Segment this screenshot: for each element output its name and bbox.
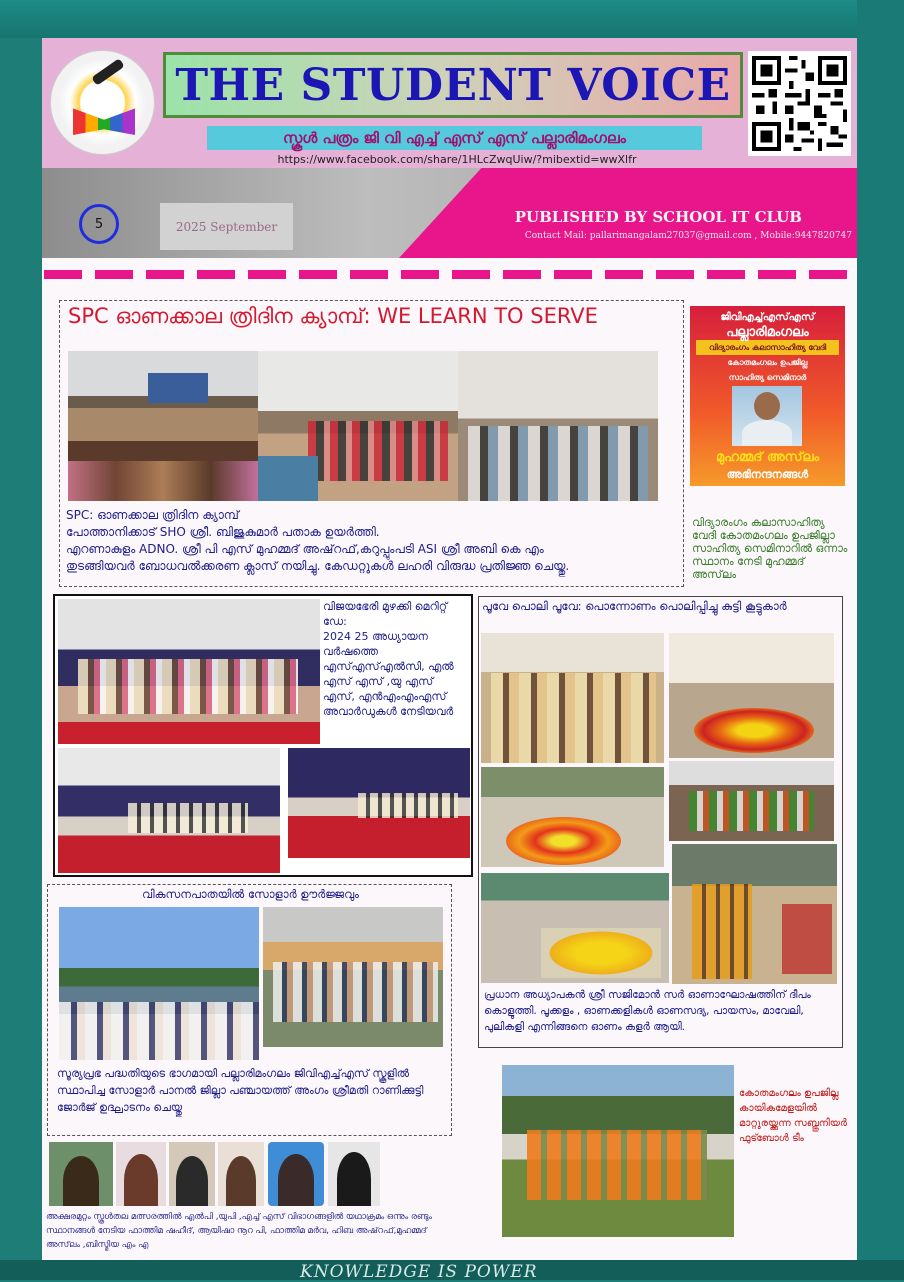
issue-date: 2025 September [160,203,293,250]
onam-photo-2 [669,633,834,758]
contact-info: Contact Mail: pallarimangalam27037@gmail.com , Mobile:9447820747 [524,231,852,241]
student-photos-row [49,1142,379,1206]
camp-photo-3 [458,351,658,501]
students-caption: അക്ഷരമുറ്റം സ്കൂൾതല മത്സരത്തിൽ എൽപി ,യുപി ,എച്ച് എസ് വിഭാഗങ്ങളിൽ യഥാക്രമം ഒന്നും രണ്ടും സ്ഥാനങ്ങൾ നേടിയ ഫാത്തിമ ഷഹീദ്, ആയിഷാ നൂറ പി, ഫാത്തിമ മർവ, ഹിബ അഷ്‌റഫ്,മുഹമ്മദ് അസ്‌ലം ,ബിസ്മിയ എം എ [46,1212,432,1250]
poster-line: ജിവിഎച്ച്എസ്എസ് [720,312,815,323]
award-poster [690,306,845,486]
football-caption: കോതമംഗലം ഉപജില്ല കായികമേളയിൽ മാറ്റുരയ്ക്കുന്ന സബ്ജൂനിയർ ഫുട്ബോൾ ടീം [739,1088,848,1144]
poster-line: കോതമംഗലം ഉപജില്ല [727,358,808,367]
published-by: PUBLISHED BY SCHOOL IT CLUB [514,208,802,226]
camp-photo-2 [258,351,458,501]
caption-line: പോത്താനിക്കാട് SHO ശ്രീ. ബിജുകുമാർ പതാക ഉയർത്തി. [66,525,380,539]
right-border [857,0,904,1280]
onam-heading: പൂവേ പൊലി പൂവേ: പൊന്നോണം പൊലിപ്പിച്ചു കുട്ടി കൂട്ടുകാർ [482,599,787,613]
onam-photo-4 [669,761,834,841]
onam-photo-3 [481,767,664,867]
masthead [42,38,857,168]
award-caption: വിദ്യാരംഗം കലാസാഹിത്യ വേദി കോതമംഗലം ഉപജില്ലാ സാഹിത്യ സെമിനാറിൽ ഒന്നാം സ്ഥാനം നേടി മുഹമ്മദ് അസ്‌ലം [692,516,848,581]
merit-photo-2 [58,748,280,873]
onam-photo-5 [481,873,669,983]
merit-text [323,599,468,719]
solar-caption: സൂര്യപ്രഭ പദ്ധതിയുടെ ഭാഗമായി പല്ലാരിമംഗലം ജിവിഎച്ച്എസ് സ്കൂളിൽ സ്ഥാപിച്ച സോളാർ പാനൽ ജില്ലാ പഞ്ചായത്ത് അംഗം ശ്രീമതി റാണിക്കുട്ടി ജോർജ് ഉദ്ഘാടനം ചെയ്തു [57,1067,424,1114]
student-photo [268,1142,324,1206]
student-photo [116,1142,166,1206]
merit-photo-3 [288,748,470,858]
title-box [163,52,743,118]
student-photo [49,1142,113,1206]
award-name: മുഹമ്മദ് അസ്‌ലം [715,450,820,465]
merit-photo-1 [58,599,320,744]
issue-number: 5 [79,204,119,244]
newsletter-page [42,38,857,1260]
top-border [0,0,904,38]
newsletter-title: THE STUDENT VOICE [175,59,731,111]
award-congrats: അഭിനന്ദനങ്ങൾ [726,468,809,481]
spc-camp-title: SPC ഓണക്കാല ത്രിദിന ക്യാമ്പ്: WE LEARN TO SERVE [68,304,598,328]
student-photo [218,1142,264,1206]
onam-photo-6 [672,844,837,984]
football-team-photo [502,1065,734,1237]
onam-article [478,596,843,1048]
solar-photo-1 [59,907,259,1060]
school-logo [50,50,155,155]
student-photo [169,1142,215,1206]
camp-photo-1 [68,351,258,501]
solar-heading: വികസനപാതയിൽ സോളാർ ഊർജ്ജവും [141,887,359,901]
facebook-url[interactable]: https://www.facebook.com/share/1HLcZwqUiw/?mibextid=wwXlfr [277,153,637,166]
merit-day-article [53,594,473,877]
caption-line: എറണാകുളം ADNO. ശ്രീ പി എസ് മുഹമ്മദ് അഷ്‌റഫ്,കറുപ്പുംപടി ASI ശ്രീ അബി കെ എം [66,542,544,556]
poster-line: പല്ലാരിമംഗലം [726,325,809,340]
dash-divider [42,270,857,280]
footer-motto: KNOWLEDGE IS POWER [300,1262,538,1282]
student-photo [732,386,802,446]
solar-photo-2 [263,907,443,1047]
newsletter-subtitle: സ്കൂൾ പത്രം ജി വി എച്ച് എസ് എസ് പല്ലാരിമംഗലം [207,126,702,150]
caption-line: തുടങ്ങിയവർ ബോധവൽക്കരണ ക്ലാസ് നയിച്ചു. കേഡറ്റുകൾ ലഹരി വിരുദ്ധ പ്രതിജ്ഞ ചെയ്തു. [66,559,570,573]
spc-camp-article [59,300,684,587]
qr-code[interactable] [748,51,851,156]
solar-article [47,884,452,1136]
caption-line: SPC: ഓണക്കാല ത്രിദിന ക്യാമ്പ് [66,508,239,522]
poster-line: വിദ്യാരംഗം കലാസാഹിത്യ വേദി [696,340,839,355]
merit-body: 2024 25 അധ്യായന വർഷത്തെ എസ്എസ്എൽസി, എൽ എസ് എസ് ,യു എസ് എസ്, എൻഎംഎംഎസ് അവാർഡുകൾ നേടിയവർ [323,630,454,718]
poster-line: സാഹിത്യ സെമിനാർ [728,373,807,382]
onam-photo-1 [481,633,664,763]
spc-camp-caption [66,507,676,575]
merit-heading: വിജയഭേരി മുഴക്കി മെറിറ്റ് ഡേ: [323,600,448,628]
onam-caption: പ്രധാന അധ്യാപകൻ ശ്രീ സജിമോൻ സർ ഓണാഘോഷത്തിന് ദീപം കൊളുത്തി. പൂക്കളം , ഓണക്കളികൾ ഓണസദ്യ, പായസം, മാവേലി, പുലികളി എന്നിങ്ങനെ ഓണം കളർ ആയി. [484,989,811,1033]
student-photo [328,1142,380,1206]
